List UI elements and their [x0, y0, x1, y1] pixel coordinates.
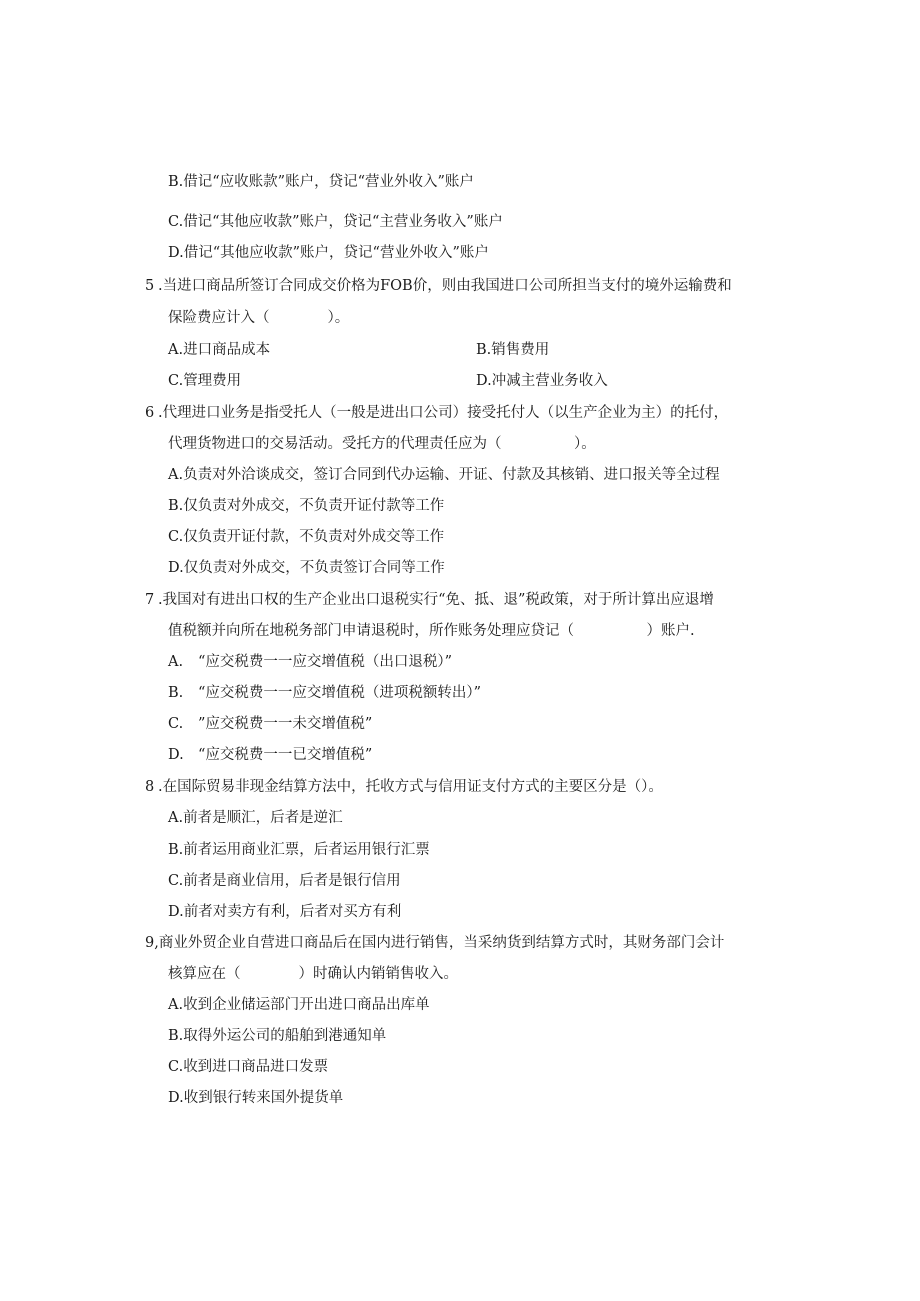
option-letter: C. — [168, 873, 184, 889]
option-letter: B. — [168, 174, 184, 190]
option-7-c-letter: C. — [168, 716, 184, 732]
option-9-a — [168, 998, 430, 1013]
option-6-a — [168, 468, 720, 483]
option-letter: C. — [168, 214, 184, 230]
question-8-number: 8 — [145, 779, 155, 795]
option-letter: C. — [168, 373, 184, 389]
option-8-a — [168, 811, 343, 826]
question-8-stem-line-1: .在国际贸易非现金结算方法中，托收方式与信用证支付方式的主要区分是（）。 — [158, 779, 663, 795]
option-text: 进口商品成本 — [183, 342, 271, 358]
option-6-b — [168, 499, 444, 514]
option-letter: C. — [168, 1059, 184, 1075]
option-text: 前者是商业信用，后者是银行信用 — [183, 873, 401, 889]
option-7-a-letter: A. — [168, 654, 184, 670]
option-5-a — [168, 343, 270, 358]
question-7-stem-line-1: .我国对有进出口权的生产企业出口退税实行“免、抵、退”税政策，对于所计算出应退增 — [158, 592, 714, 608]
option-6-d — [168, 561, 445, 576]
question-5-stem-line-1: .当进口商品所签订合同成交价格为FOB价，则由我国进口公司所担当支付的境外运输费和 — [158, 278, 732, 294]
option-letter: D. — [168, 904, 184, 920]
option-letter: A. — [168, 342, 184, 358]
option-5-d — [476, 374, 608, 389]
option-letter: B. — [168, 842, 184, 858]
option-text: 收到银行转来国外提货单 — [183, 1090, 344, 1106]
question-6-number: 6 — [145, 405, 155, 421]
option-4-c — [168, 215, 503, 230]
option-letter: D. — [476, 373, 492, 389]
option-7-d-letter: D. — [168, 747, 184, 763]
option-letter: A. — [168, 810, 184, 826]
option-letter: B. — [168, 498, 184, 514]
option-4-d — [168, 246, 489, 261]
question-5-stem-line-2: 保险费应计入（ ）。 — [168, 310, 350, 326]
option-text: 负责对外洽谈成交，签订合同到代办运输、开证、付款及其核销、进口报关等全过程 — [183, 467, 720, 483]
option-9-b — [168, 1029, 386, 1044]
option-8-d — [168, 905, 401, 920]
option-text: 管理费用 — [183, 373, 242, 389]
option-text: 前者对卖方有利，后者对买方有利 — [183, 904, 402, 920]
option-letter: D. — [168, 1090, 184, 1106]
question-6-stem-line-1: .代理进口业务是指受托人（一般是进出口公司）接受托付人（以生产企业为主）的托付， — [158, 405, 729, 421]
option-7-d-text: “应交税费一一已交增值税” — [198, 747, 373, 763]
option-9-c — [168, 1060, 328, 1075]
option-text: 冲减主营业务收入 — [491, 373, 608, 389]
option-letter: B. — [476, 342, 492, 358]
question-6-stem-line-2: 代理货物进口的交易活动。受托方的代理责任应为（ ）。 — [168, 436, 596, 452]
option-4-b — [168, 175, 474, 190]
option-text: 销售费用 — [491, 342, 550, 358]
question-9-stem-line-2: 核算应在（ ）时确认内销销售收入。 — [168, 966, 458, 982]
option-7-a-text: “应交税费一一应交增值税（出口退税）” — [198, 654, 453, 670]
option-letter: A. — [168, 997, 184, 1013]
option-text: 取得外运公司的船舶到港通知单 — [183, 1028, 387, 1044]
option-letter: D. — [168, 245, 184, 261]
question-7-stem-line-2: 值税额并向所在地税务部门申请退税时，所作账务处理应贷记（ ）账户. — [168, 623, 695, 639]
option-7-b-text: “应交税费一一应交增值税（进项税额转出）” — [198, 685, 482, 701]
option-text: 前者是顺汇，后者是逆汇 — [183, 810, 343, 826]
option-text: 仅负责开证付款，不负责对外成交等工作 — [183, 529, 445, 545]
option-7-c-text: ”应交税费一一未交增值税” — [198, 716, 373, 732]
option-letter: C. — [168, 529, 184, 545]
question-7-number: 7 — [145, 592, 155, 608]
option-8-b — [168, 843, 430, 858]
option-5-c — [168, 374, 241, 389]
option-text: 借记“其他应收款”账户，贷记“主营业务收入”账户 — [183, 214, 503, 230]
option-text: 借记“其他应收款”账户，贷记“营业外收入”账户 — [183, 245, 489, 261]
option-text: 仅负责对外成交，不负责开证付款等工作 — [183, 498, 445, 514]
question-5-number: 5 — [145, 278, 155, 294]
option-text: 前者运用商业汇票，后者运用银行汇票 — [183, 842, 430, 858]
option-letter: D. — [168, 560, 184, 576]
option-5-b — [476, 343, 549, 358]
option-letter: A. — [168, 467, 184, 483]
option-letter: B. — [168, 1028, 184, 1044]
option-text: 收到进口商品进口发票 — [183, 1059, 329, 1075]
option-text: 仅负责对外成交，不负责签订合同等工作 — [183, 560, 445, 576]
question-9-stem-line-1: 9,商业外贸企业自营进口商品后在国内进行销售，当采纳货到结算方式时，其财务部门会计 — [145, 935, 725, 951]
option-8-c — [168, 874, 401, 889]
option-9-d — [168, 1091, 343, 1106]
option-text: 收到企业储运部门开出进口商品出库单 — [183, 997, 430, 1013]
option-text: 借记“应收账款”账户，贷记“营业外收入”账户 — [183, 174, 474, 190]
option-6-c — [168, 530, 444, 545]
option-7-b-letter: B. — [168, 685, 184, 701]
